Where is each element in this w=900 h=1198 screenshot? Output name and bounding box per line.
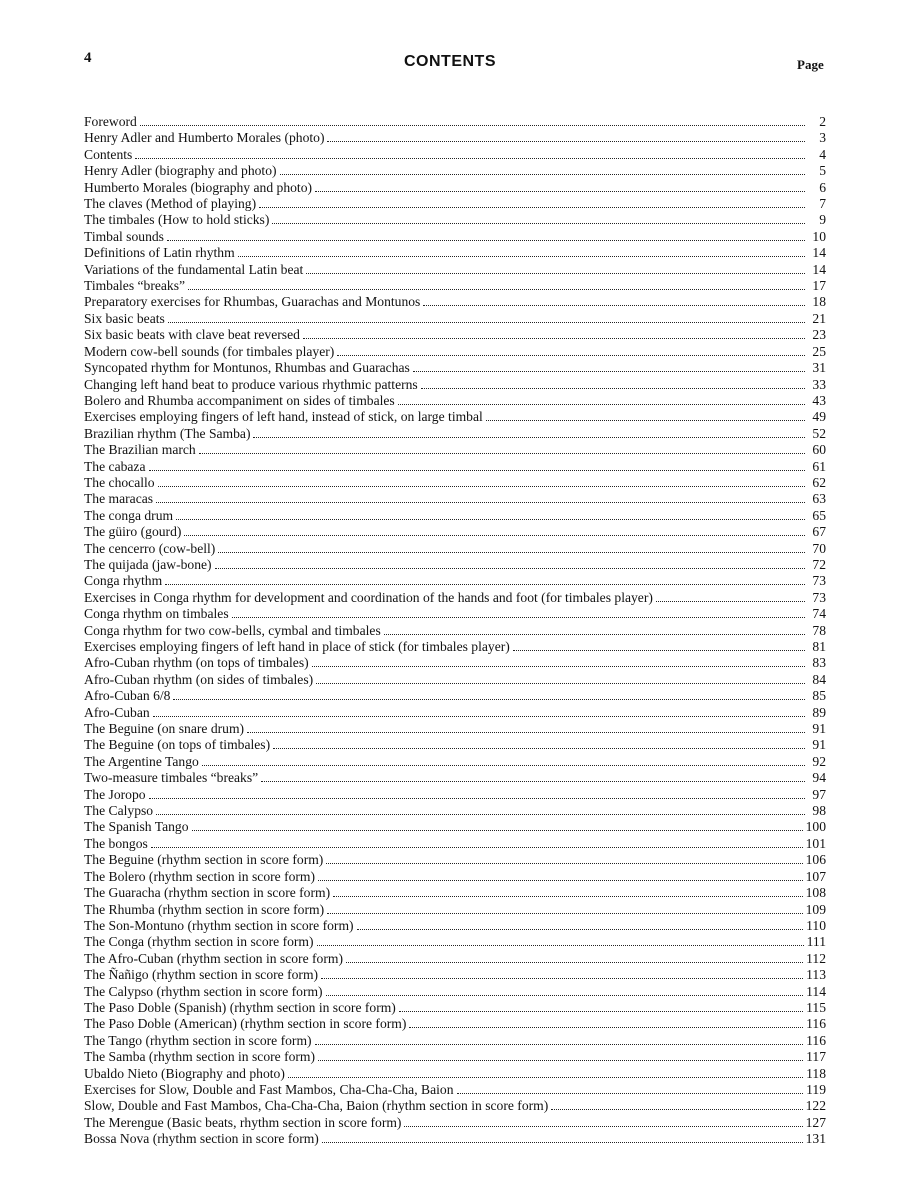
dot-leader [322,1141,803,1143]
toc-entry-page: 70 [812,540,826,556]
dot-leader [421,387,805,389]
dot-leader [158,485,805,487]
toc-entry-title: Variations of the fundamental Latin beat [84,261,304,277]
toc-entry-page: 3 [819,130,826,146]
dot-leader [457,1092,804,1094]
toc-entry [84,984,826,1000]
toc-entry-page: 98 [812,803,826,819]
toc-entry [84,803,826,819]
toc-entry-title: Conga rhythm [84,573,163,589]
toc-entry-page: 84 [812,671,826,687]
dot-leader [337,354,805,356]
toc-entry-page: 78 [812,622,826,638]
toc-entry-title: Conga rhythm on timbales [84,606,229,622]
dot-leader [317,944,804,946]
dot-leader [192,829,803,831]
toc-entry-title: Changing left hand beat to produce various rhythmic patterns [84,376,418,392]
dot-leader [326,994,804,996]
dot-leader [188,288,805,290]
toc-entry [84,212,826,228]
toc-entry-title: Bolero and Rhumba accompaniment on sides of timbales [84,392,395,408]
dot-leader [315,1043,804,1045]
toc-entry-page: 14 [812,261,826,277]
toc-entry-page: 5 [819,163,826,179]
toc-entry-page: 43 [812,392,826,408]
toc-entry-title: Brazilian rhythm (The Samba) [84,425,251,441]
toc-entry-page: 14 [812,245,826,261]
toc-entry-page: 81 [812,639,826,654]
toc-entry [84,229,826,245]
toc-entry [84,737,826,753]
toc-entry-page: 127 [805,1114,826,1130]
toc-entry [84,688,826,704]
toc-entry [84,1049,826,1065]
toc-entry-title: Foreword [84,114,137,129]
toc-entry [84,754,826,770]
dot-leader [168,321,805,323]
dot-leader [218,551,805,553]
toc-entry-page: 97 [812,786,826,802]
toc-entry-title: Definitions of Latin rhythm [84,245,235,261]
toc-entry-page: 7 [819,196,826,212]
dot-leader [384,633,805,635]
toc-entry-page: 67 [812,524,826,540]
dot-leader [315,190,805,192]
toc-entry-title: Contents [84,146,133,162]
toc-entry-page: 31 [812,360,826,376]
toc-entry-title: The Beguine (on snare drum) [84,721,245,737]
dot-leader [176,518,805,520]
toc-entry [84,1000,826,1016]
toc-entry-page: 60 [812,442,826,458]
toc-entry [84,524,826,540]
dot-leader [321,977,803,979]
toc-entry-title: The Calypso (rhythm section in score form) [84,983,323,999]
toc-entry-title: The Paso Doble (American) (rhythm section in score form) [84,1016,407,1032]
toc-entry [84,770,826,786]
toc-entry [84,1115,826,1131]
toc-entry [84,196,826,212]
dot-leader [261,780,805,782]
toc-entry-page: 109 [805,901,826,917]
toc-entry-title: Afro-Cuban 6/8 [84,688,171,704]
toc-entry-page: 110 [806,917,826,933]
toc-entry [84,721,826,737]
toc-entry [84,262,826,278]
toc-entry [84,459,826,475]
toc-entry-page: 112 [806,950,826,966]
toc-entry [84,705,826,721]
toc-entry-page: 91 [812,721,826,737]
toc-entry-page: 52 [812,425,826,441]
toc-entry-title: The maracas [84,491,154,507]
dot-leader [165,583,805,585]
toc-entry-page: 94 [812,770,826,786]
toc-entry-page: 17 [812,278,826,294]
toc-entry [84,491,826,507]
toc-entry-page: 49 [812,409,826,425]
toc-entry [84,278,826,294]
toc-entry-title: The conga drum [84,507,174,523]
toc-entry-title: Conga rhythm for two cow-bells, cymbal and timbales [84,622,381,638]
toc-entry-page: 113 [806,967,826,983]
toc-entry-title: Exercises employing fingers of left hand in place of stick (for timbales player) [84,639,510,654]
toc-entry [84,344,826,360]
toc-entry-page: 122 [805,1098,826,1114]
dot-leader [398,403,805,405]
toc-entry-page: 116 [806,1032,826,1048]
dot-leader [135,157,805,159]
toc-entry-title: Henry Adler (biography and photo) [84,163,277,179]
toc-entry-title: The Bolero (rhythm section in score form) [84,868,316,884]
toc-entry [84,655,826,671]
dot-leader [327,140,805,142]
toc-entry-title: The bongos [84,835,148,851]
dot-leader [486,419,805,421]
toc-entry [84,852,826,868]
toc-entry [84,639,826,655]
toc-entry-title: The claves (Method of playing) [84,196,257,212]
toc-entry-title: Exercises for Slow, Double and Fast Mambos, Cha-Cha-Cha, Baion [84,1081,454,1097]
toc-entry-page: 107 [805,868,826,884]
toc-entry [84,902,826,918]
toc-entry-title: The Conga (rhythm section in score form) [84,934,314,950]
toc-entry-title: Exercises in Conga rhythm for development and coordination of the hands and foot (for timbales player) [84,589,653,605]
dot-leader [280,173,805,175]
dot-leader [199,452,805,454]
toc-entry [84,442,826,458]
toc-entry-page: 74 [812,606,826,622]
dot-leader [346,961,803,963]
toc-entry-title: The chocallo [84,474,155,490]
toc-entry-page: 108 [805,885,826,901]
dot-leader [184,534,805,536]
toc-entry [84,1082,826,1098]
toc-entry-title: Humberto Morales (biography and photo) [84,179,313,195]
dot-leader [288,1076,803,1078]
toc-entry-page: 131 [805,1131,826,1147]
toc-entry-title: Afro-Cuban [84,704,150,720]
toc-entry-title: Preparatory exercises for Rhumbas, Guarachas and Montunos [84,294,421,310]
toc-entry [84,623,826,639]
dot-leader [253,436,805,438]
toc-entry-page: 91 [812,737,826,753]
toc-entry [84,475,826,491]
toc-entry [84,327,826,343]
toc-entry-page: 119 [806,1081,826,1097]
toc-entry-page: 23 [812,327,826,343]
toc-entry-title: Slow, Double and Fast Mambos, Cha-Cha-Cha, Baion (rhythm section in score form) [84,1098,549,1114]
dot-leader [413,370,805,372]
toc-entry [84,787,826,803]
toc-entry-title: Ubaldo Nieto (Biography and photo) [84,1065,285,1081]
table-of-contents [84,114,826,1148]
toc-entry [84,819,826,835]
dot-leader [238,255,805,257]
toc-entry-title: The Joropo [84,786,146,802]
page-title: CONTENTS [404,53,496,70]
dot-leader [312,665,805,667]
toc-entry-page: 106 [805,852,826,868]
toc-entry-title: The Samba (rhythm section in score form) [84,1049,316,1065]
toc-entry-title: Modern cow-bell sounds (for timbales player) [84,343,335,359]
toc-entry-page: 63 [812,491,826,507]
toc-entry-page: 111 [806,934,826,950]
toc-entry-page: 117 [806,1049,826,1065]
toc-entry-title: The Spanish Tango [84,819,189,835]
dot-leader [333,895,803,897]
dot-leader [656,600,805,602]
toc-entry-page: 85 [812,688,826,704]
toc-entry [84,557,826,573]
dot-leader [404,1125,802,1127]
dot-leader [173,698,805,700]
toc-entry [84,426,826,442]
toc-entry [84,393,826,409]
toc-entry [84,360,826,376]
toc-entry [84,1016,826,1032]
toc-entry-title: The Merengue (Basic beats, rhythm section in score form) [84,1114,402,1130]
toc-entry-title: The Argentine Tango [84,753,199,769]
dot-leader [513,649,805,651]
toc-entry-title: Bossa Nova (rhythm section in score form) [84,1131,319,1147]
toc-entry-page: 33 [812,376,826,392]
toc-entry [84,918,826,934]
toc-entry-page: 9 [819,212,826,228]
toc-entry-page: 115 [806,999,826,1015]
dot-leader [156,501,805,503]
toc-entry [84,1098,826,1114]
toc-entry-page: 114 [806,983,826,999]
toc-entry-page: 83 [812,655,826,671]
toc-entry-title: Syncopated rhythm for Montunos, Rhumbas and Guarachas [84,360,410,376]
dot-leader [247,731,805,733]
toc-entry [84,163,826,179]
dot-leader [259,206,805,208]
toc-entry-page: 92 [812,753,826,769]
toc-entry-title: The Brazilian march [84,442,196,458]
dot-leader [167,239,805,241]
dot-leader [149,469,806,471]
toc-entry [84,114,826,130]
toc-entry [84,934,826,950]
toc-entry-page: 116 [806,1016,826,1032]
toc-entry-page: 6 [819,179,826,195]
toc-entry [84,606,826,622]
toc-entry [84,130,826,146]
toc-entry-title: Exercises employing fingers of left hand, instead of stick, on large timbal [84,409,483,425]
toc-entry-page: 4 [819,146,826,162]
toc-entry [84,672,826,688]
toc-entry-page: 89 [812,704,826,720]
toc-entry-page: 62 [812,474,826,490]
dot-leader [140,124,805,126]
toc-entry-title: Afro-Cuban rhythm (on sides of timbales) [84,671,314,687]
toc-entry-title: The cencerro (cow-bell) [84,540,216,556]
toc-entry-title: The Beguine (on tops of timbales) [84,737,271,753]
dot-leader [272,222,805,224]
toc-entry-page: 10 [812,228,826,244]
toc-entry-page: 73 [812,589,826,605]
toc-entry-page: 61 [812,458,826,474]
toc-entry [84,967,826,983]
dot-leader [316,682,805,684]
toc-entry-title: The cabaza [84,458,146,474]
toc-entry-page: 25 [812,343,826,359]
dot-leader [156,813,805,815]
toc-entry [84,180,826,196]
toc-entry-title: Six basic beats with clave beat reversed [84,327,300,343]
toc-entry-page: 21 [812,310,826,326]
page-column-label: Page [797,57,824,72]
toc-entry [84,1131,826,1147]
toc-entry-title: The Son-Montuno (rhythm section in score form) [84,917,354,933]
toc-entry-title: The Beguine (rhythm section in score form) [84,852,324,868]
toc-entry [84,245,826,261]
toc-entry-page: 72 [812,556,826,572]
dot-leader [306,272,805,274]
dot-leader [326,862,802,864]
toc-entry-title: The Ñañigo (rhythm section in score form) [84,967,319,983]
toc-entry [84,409,826,425]
toc-entry-title: The Calypso [84,803,154,819]
toc-entry-title: The Paso Doble (Spanish) (rhythm section in score form) [84,999,396,1015]
toc-entry [84,147,826,163]
toc-entry [84,1066,826,1082]
toc-entry [84,541,826,557]
toc-entry-title: The quijada (jaw-bone) [84,556,212,572]
toc-entry-title: Two-measure timbales “breaks” [84,770,259,786]
toc-entry-title: The güiro (gourd) [84,524,182,540]
toc-entry-page: 101 [805,835,826,851]
toc-entry [84,377,826,393]
toc-entry [84,508,826,524]
dot-leader [215,567,805,569]
page-number: 4 [84,50,92,66]
toc-entry-title: The Rhumba (rhythm section in score form) [84,901,325,917]
dot-leader [318,879,803,881]
dot-leader [423,304,805,306]
dot-leader [399,1010,803,1012]
toc-entry-title: The timbales (How to hold sticks) [84,212,270,228]
dot-leader [273,747,805,749]
toc-entry [84,951,826,967]
dot-leader [149,797,805,799]
toc-entry-title: The Afro-Cuban (rhythm section in score form) [84,950,343,966]
toc-entry [84,311,826,327]
dot-leader [318,1059,803,1061]
toc-entry-title: Henry Adler and Humberto Morales (photo) [84,130,325,146]
toc-entry-title: Six basic beats [84,310,165,326]
dot-leader [153,715,805,717]
dot-leader [409,1026,803,1028]
toc-entry-title: Timbales “breaks” [84,278,186,294]
toc-entry-title: Afro-Cuban rhythm (on tops of timbales) [84,655,309,671]
toc-entry [84,836,826,852]
dot-leader [303,337,805,339]
toc-entry-title: Timbal sounds [84,228,164,244]
toc-entry [84,885,826,901]
toc-entry-page: 100 [805,819,826,835]
dot-leader [202,764,805,766]
toc-entry-page: 2 [819,114,826,129]
toc-entry-page: 118 [806,1065,826,1081]
dot-leader [232,616,805,618]
dot-leader [551,1108,802,1110]
toc-entry [84,1033,826,1049]
toc-entry [84,573,826,589]
dot-leader [327,912,803,914]
toc-entry-title: The Guaracha (rhythm section in score form) [84,885,331,901]
toc-entry-title: The Tango (rhythm section in score form) [84,1032,312,1048]
toc-entry [84,294,826,310]
dot-leader [357,928,804,930]
toc-entry-page: 18 [812,294,826,310]
toc-entry-page: 73 [812,573,826,589]
toc-entry-page: 65 [812,507,826,523]
toc-entry [84,869,826,885]
dot-leader [151,846,803,848]
toc-entry [84,590,826,606]
